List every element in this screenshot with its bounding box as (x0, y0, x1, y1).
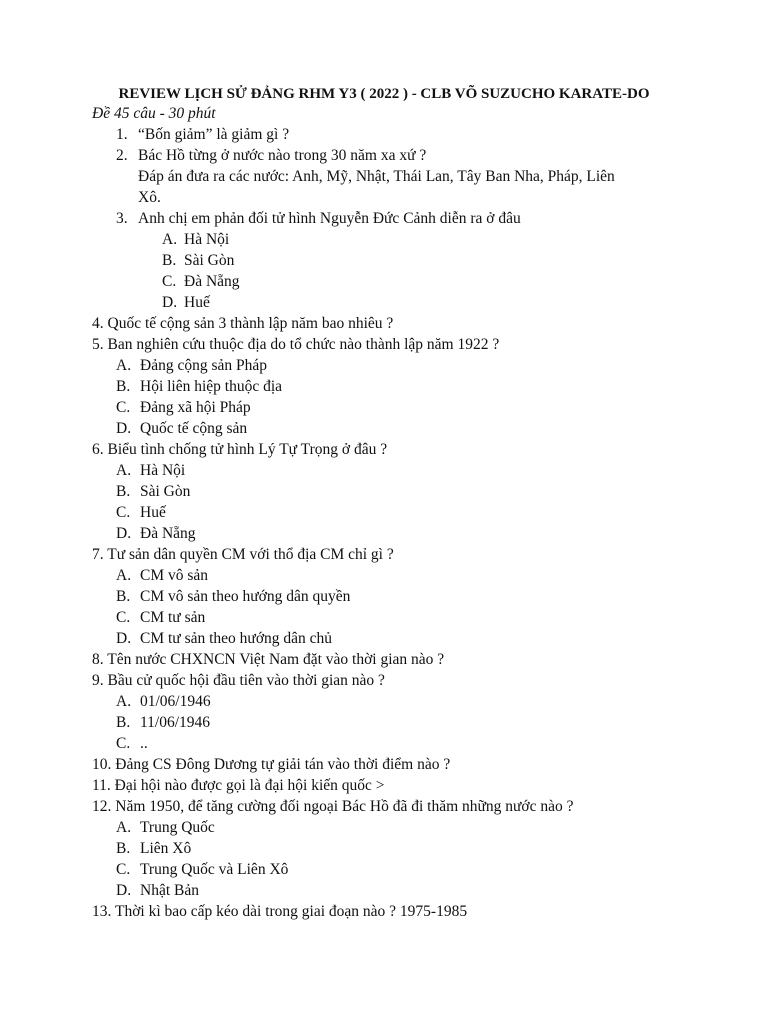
question-2-text: Bác Hồ từng ở nước nào trong 30 năm xa xứ ? (138, 147, 427, 164)
question-7-option-b-label: B. (116, 588, 131, 605)
question-7-option-d: CM tư sản theo hướng dân chủ (140, 630, 333, 647)
question-13-text: 13. Thời kì bao cấp kéo dài trong giai đoạn nào ? 1975-1985 (92, 903, 468, 920)
question-7-text: 7. Tư sản dân quyền CM với thổ địa CM chỉ gì ? (92, 546, 394, 563)
question-3-number: 3. (116, 210, 128, 227)
question-5-option-a: Đảng cộng sản Pháp (140, 357, 267, 374)
question-6-option-b-label: B. (116, 483, 131, 500)
question-3-option-d-label: D. (162, 294, 178, 311)
question-6-option-c-label: C. (116, 504, 131, 521)
question-12-option-d: Nhật Bản (140, 882, 199, 899)
question-9-option-a: 01/06/1946 (140, 693, 211, 710)
question-5-option-c-label: C. (116, 399, 131, 416)
question-3-option-c: Đà Nẵng (184, 273, 240, 290)
question-12-option-b: Liên Xô (140, 840, 192, 857)
question-9-option-c: .. (140, 735, 148, 752)
question-6-option-d: Đà Nẵng (140, 525, 196, 542)
question-5-option-c: Đảng xã hội Pháp (140, 399, 251, 416)
question-3-option-a: Hà Nội (184, 231, 230, 248)
question-1-text: “Bốn giảm” là giảm gì ? (138, 126, 290, 143)
question-12-option-c: Trung Quốc và Liên Xô (140, 861, 289, 878)
question-12-option-b-label: B. (116, 840, 131, 857)
question-2-number: 2. (116, 147, 128, 164)
question-12-option-d-label: D. (116, 882, 132, 899)
question-12-text: 12. Năm 1950, để tăng cường đối ngoại Bác Hồ đã đi thăm những nước nào ? (92, 798, 574, 815)
question-12-option-a: Trung Quốc (140, 819, 215, 836)
question-3-text: Anh chị em phản đối tử hình Nguyễn Đức Cảnh diễn ra ở đâu (138, 210, 521, 227)
question-3-option-b: Sài Gòn (184, 252, 235, 269)
question-7-option-c-label: C. (116, 609, 131, 626)
question-3-option-a-label: A. (162, 231, 178, 248)
question-12-option-c-label: C. (116, 861, 131, 878)
question-3-option-c-label: C. (162, 273, 177, 290)
question-9-option-b: 11/06/1946 (140, 714, 211, 731)
question-8-text: 8. Tên nước CHXNCN Việt Nam đặt vào thời gian nào ? (92, 651, 445, 668)
document-subtitle: Đề 45 câu - 30 phút (92, 105, 216, 122)
question-12-option-a-label: A. (116, 819, 132, 836)
question-5-option-a-label: A. (116, 357, 132, 374)
question-9-text: 9. Bầu cử quốc hội đầu tiên vào thời gian nào ? (92, 672, 385, 689)
question-9-option-a-label: A. (116, 693, 132, 710)
question-10-text: 10. Đảng CS Đông Dương tự giải tán vào thời điểm nào ? (92, 756, 451, 773)
question-4-text: 4. Quốc tế cộng sản 3 thành lập năm bao nhiêu ? (92, 315, 394, 332)
question-6-option-a-label: A. (116, 462, 132, 479)
question-7-option-a: CM vô sản (140, 567, 209, 584)
question-9-option-c-label: C. (116, 735, 131, 752)
question-7-option-a-label: A. (116, 567, 132, 584)
question-6-option-a: Hà Nội (140, 462, 186, 479)
question-1-number: 1. (116, 126, 128, 143)
document-title: REVIEW LỊCH SỬ ĐẢNG RHM Y3 ( 2022 ) - CLB VÕ SUZUCHO KARATE-DO (118, 86, 650, 102)
question-3-option-b-label: B. (162, 252, 177, 269)
question-3-option-d: Huế (184, 294, 210, 311)
question-5-option-d: Quốc tế cộng sản (140, 420, 248, 437)
question-6-option-d-label: D. (116, 525, 132, 542)
question-2-note-line-2: Xô. (138, 189, 161, 206)
question-5-option-b-label: B. (116, 378, 131, 395)
question-7-option-b: CM vô sản theo hướng dân quyền (140, 588, 351, 605)
question-7-option-c: CM tư sản (140, 609, 206, 626)
question-11-text: 11. Đại hội nào được gọi là đại hội kiến quốc > (92, 777, 385, 794)
question-5-option-d-label: D. (116, 420, 132, 437)
question-5-text: 5. Ban nghiên cứu thuộc địa do tổ chức nào thành lập năm 1922 ? (92, 336, 500, 353)
question-6-text: 6. Biểu tình chống tử hình Lý Tự Trọng ở đâu ? (92, 441, 388, 458)
question-6-option-c: Huế (140, 504, 166, 521)
question-6-option-b: Sài Gòn (140, 483, 191, 500)
question-9-option-b-label: B. (116, 714, 131, 731)
question-7-option-d-label: D. (116, 630, 132, 647)
question-5-option-b: Hội liên hiệp thuộc địa (140, 378, 283, 395)
question-2-note-line-1: Đáp án đưa ra các nước: Anh, Mỹ, Nhật, Thái Lan, Tây Ban Nha, Pháp, Liên (138, 168, 615, 185)
